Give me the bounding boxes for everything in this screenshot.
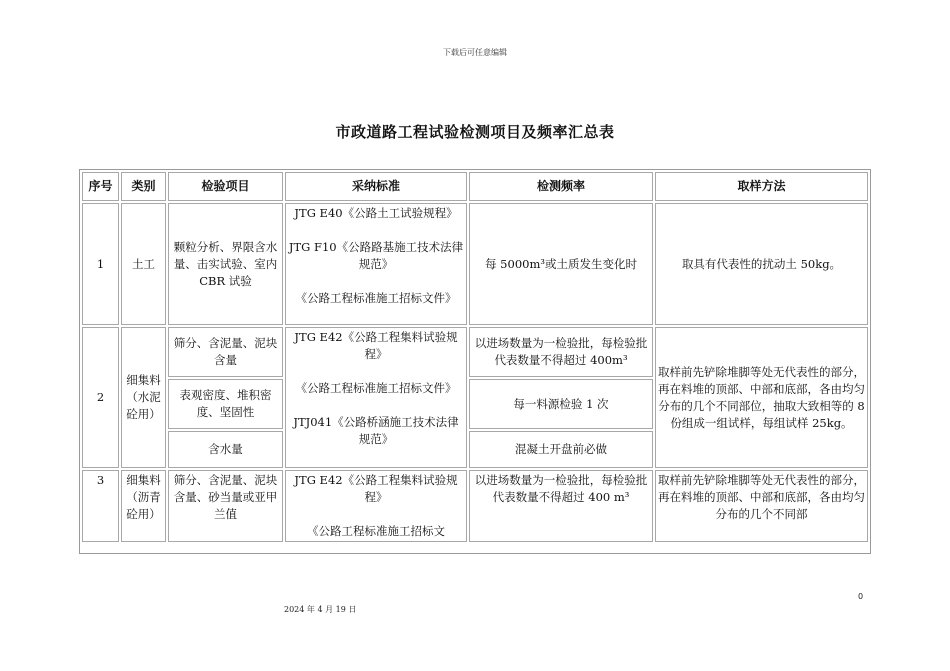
inspection-table: [80, 170, 870, 544]
cell-no: 1: [82, 203, 119, 325]
standard-line: JTG E42《公路工程集料试验规程》: [294, 330, 458, 361]
cell-frequency: 每一料源检验 1 次: [469, 379, 653, 429]
cell-standards: [285, 327, 467, 468]
cell-items: 颗粒分析、界限含水量、击实试验、室内 CBR 试验: [168, 203, 283, 325]
cell-frequency: 以进场数量为一检验批，每检验批代表数量不得超过 400m³: [469, 327, 653, 377]
cell-frequency: 混凝土开盘前必做: [469, 431, 653, 468]
standard-line: 《公路工程标准施工招标文件》: [295, 381, 457, 395]
cell-sampling: 取样前先铲除堆脚等处无代表性的部分，再在料堆的顶部、中部和底部，各由均匀分布的几个不同部: [655, 470, 868, 542]
cell-category: 细集料（水泥砼用）: [121, 327, 166, 468]
standard-line: JTJ041《公路桥涵施工技术法律规范》: [293, 415, 459, 446]
cell-no: 2: [82, 327, 119, 468]
cell-standards: [285, 203, 467, 325]
cell-category: 土工: [121, 203, 166, 325]
col-header-frequency: 检测频率: [469, 172, 653, 201]
table-row: [82, 327, 868, 377]
standard-line: 《公路工程标准施工招标文: [307, 524, 445, 538]
table-header-row: [82, 172, 868, 201]
footer-date: 2024 年 4 月 19 日: [284, 605, 357, 614]
cell-frequency: 每 5000m³或土质发生变化时: [469, 203, 653, 325]
cell-sampling: 取样前先铲除堆脚等处无代表性的部分，再在料堆的顶部、中部和底部，各由均匀分布的几个不同部位，抽取大致相等的 8 份组成一组试样，每组试样 25kg。: [655, 327, 868, 468]
cell-items: 含水量: [168, 431, 283, 468]
cell-items: 筛分、含泥量、泥块含量、砂当量或亚甲兰值: [168, 470, 283, 542]
cell-category: 细集料（沥青砼用）: [121, 470, 166, 542]
cell-frequency: 以进场数量为一检验批，每检验批代表数量不得超过 400 m³: [469, 470, 653, 542]
cell-no: 3: [82, 470, 119, 542]
table-row: [82, 470, 868, 542]
document-title: 市政道路工程试验检测项目及频率汇总表: [335, 123, 615, 141]
standard-line: 《公路工程标准施工招标文件》: [295, 291, 457, 305]
cell-items: 筛分、含泥量、泥块含量: [168, 327, 283, 377]
standard-line: JTG E40《公路土工试验规程》: [294, 206, 458, 220]
cell-standards: [285, 470, 467, 542]
standard-line: JTG E42《公路工程集料试验规程》: [294, 473, 458, 504]
page-number: 0: [858, 592, 864, 601]
cell-items: 表观密度、堆积密度、坚固性: [168, 379, 283, 429]
col-header-category: 类别: [121, 172, 166, 201]
cell-sampling: 取具有代表性的扰动土 50kg。: [655, 203, 868, 325]
col-header-standard: 采纳标准: [285, 172, 467, 201]
col-header-items: 检验项目: [168, 172, 283, 201]
header-note: 下载后可任意编辑: [443, 48, 507, 57]
standard-line: JTG F10《公路路基施工技术法律规范》: [288, 240, 464, 271]
col-header-sampling: 取样方法: [655, 172, 868, 201]
col-header-no: 序号: [82, 172, 119, 201]
table-frame: [79, 169, 871, 554]
table-row: [82, 203, 868, 325]
